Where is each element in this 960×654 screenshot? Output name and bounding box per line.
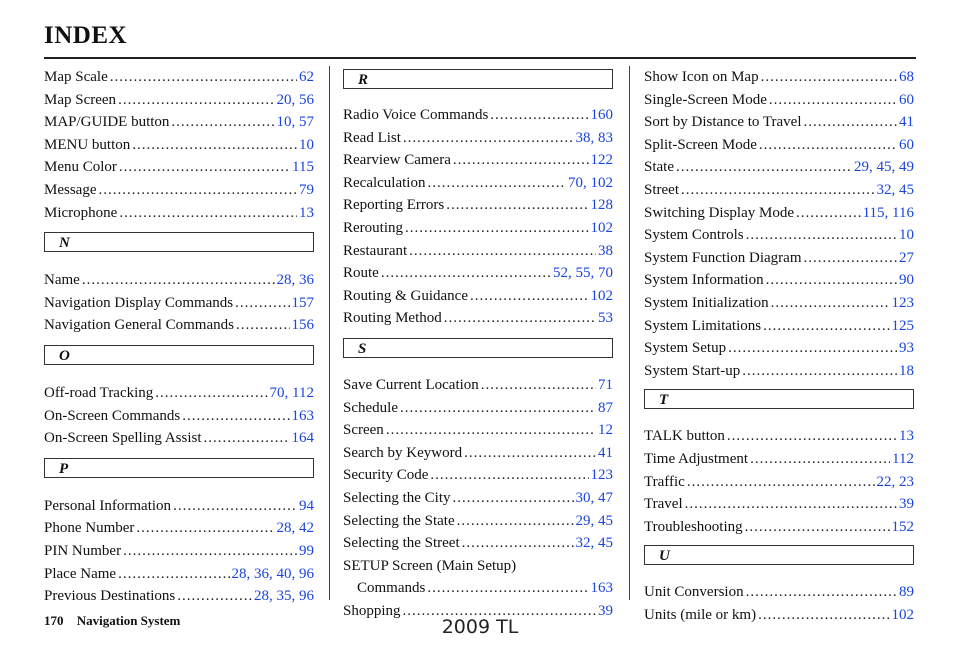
- leader-dots: [82, 269, 275, 292]
- index-term: Routing Method: [343, 310, 442, 327]
- section-letter-o: O: [44, 345, 314, 365]
- leader-dots: [750, 448, 890, 471]
- page-reference[interactable]: 27: [899, 249, 914, 266]
- leader-dots: [771, 292, 890, 315]
- index-entry: [343, 240, 613, 263]
- leader-dots: [119, 156, 290, 179]
- index-entry: [44, 292, 314, 315]
- index-entry: [644, 425, 914, 448]
- index-entry: [343, 510, 613, 533]
- page-reference[interactable]: 10: [899, 227, 914, 244]
- index-term: Name: [44, 272, 80, 289]
- leader-dots: [427, 577, 588, 600]
- index-entry: [44, 134, 314, 157]
- index-term: Shopping: [343, 602, 401, 619]
- index-term: On-Screen Spelling Assist: [44, 430, 202, 447]
- index-entry: [343, 442, 613, 465]
- page-reference[interactable]: 10: [299, 136, 314, 153]
- leader-dots: [727, 425, 897, 448]
- index-entry: [44, 66, 314, 89]
- page-reference[interactable]: 10, 57: [276, 114, 314, 131]
- index-term: Show Icon on Map: [644, 69, 759, 85]
- section-letter-s: S: [343, 338, 613, 358]
- index-entry: [343, 217, 613, 240]
- page-reference[interactable]: 22, 23: [876, 473, 914, 490]
- page-reference[interactable]: 102: [590, 287, 613, 304]
- index-entry: [44, 405, 314, 428]
- page-reference[interactable]: 30, 47: [575, 489, 613, 506]
- index-term: System Function Diagram: [644, 249, 802, 266]
- leader-dots: [118, 563, 229, 586]
- section-letter-p: P: [44, 458, 314, 478]
- page-reference[interactable]: 79: [299, 181, 314, 198]
- leader-dots: [804, 247, 898, 270]
- index-entry: [343, 172, 613, 195]
- page-reference[interactable]: 41: [598, 444, 613, 461]
- index-term: Recalculation: [343, 174, 426, 191]
- leader-dots: [490, 104, 588, 127]
- page-reference[interactable]: 163: [590, 580, 613, 597]
- index-entry: [343, 464, 613, 487]
- index-term: Rerouting: [343, 219, 403, 236]
- index-entry: [644, 269, 914, 292]
- index-term: Navigation Display Commands: [44, 294, 234, 311]
- index-entry: [44, 427, 314, 450]
- index-term: Routing & Guidance: [343, 287, 468, 304]
- page-reference[interactable]: 52, 55, 70: [553, 265, 613, 282]
- index-term: Read List: [343, 129, 401, 146]
- leader-dots: [769, 89, 897, 112]
- leader-dots: [386, 419, 596, 442]
- index-entry: [343, 419, 613, 442]
- index-entry: [343, 262, 613, 285]
- index-entry: [44, 585, 314, 608]
- index-term: Map Scale: [44, 69, 108, 85]
- index-term: Time Adjustment: [644, 450, 749, 467]
- leader-dots: [728, 337, 897, 360]
- page-reference[interactable]: 60: [899, 136, 914, 153]
- index-term: Navigation General Commands: [44, 317, 234, 334]
- leader-dots: [446, 194, 588, 217]
- index-entry: [44, 179, 314, 202]
- index-term: Place Name: [44, 565, 117, 582]
- index-term: System Limitations: [644, 317, 762, 334]
- page-reference[interactable]: 123: [590, 467, 613, 484]
- index-term: Reporting Errors: [343, 197, 445, 214]
- index-term: TALK button: [644, 428, 725, 445]
- index-term: Split-Screen Mode: [644, 136, 757, 153]
- page-reference[interactable]: 70, 112: [269, 384, 314, 401]
- index-entry: [343, 285, 613, 308]
- index-term: Screen: [343, 422, 384, 439]
- watermark: 2009 TL: [441, 616, 519, 638]
- index-term: Map Screen: [44, 91, 117, 108]
- page-reference[interactable]: 156: [291, 317, 314, 334]
- page-reference[interactable]: 28, 36, 40, 96: [231, 565, 314, 582]
- leader-dots: [430, 464, 588, 487]
- leader-dots: [118, 89, 274, 112]
- index-entry: [44, 540, 314, 563]
- page-number: 170: [44, 613, 64, 628]
- index-term: Phone Number: [44, 520, 135, 537]
- leader-dots: [182, 405, 289, 428]
- page-reference[interactable]: 13: [299, 204, 314, 221]
- index-term: Security Code: [343, 467, 429, 484]
- leader-dots: [235, 292, 289, 315]
- index-entry: [343, 397, 613, 420]
- index-entry: [644, 448, 914, 471]
- leader-dots: [759, 134, 897, 157]
- index-term: System Information: [644, 272, 764, 289]
- index-term: Rearview Camera: [343, 152, 451, 169]
- page-reference[interactable]: 160: [590, 107, 613, 123]
- index-entry: [343, 374, 613, 397]
- leader-dots: [796, 202, 861, 225]
- page-reference[interactable]: 115: [292, 159, 314, 176]
- index-term: Off-road Tracking: [44, 384, 154, 401]
- index-term: Menu Color: [44, 159, 117, 176]
- leader-dots: [685, 493, 897, 516]
- section-letter-t: T: [644, 389, 914, 409]
- index-term: Previous Destinations: [44, 588, 176, 605]
- leader-dots: [136, 517, 274, 540]
- leader-dots: [110, 66, 297, 89]
- index-entry: [644, 111, 914, 134]
- page-reference[interactable]: 89: [899, 584, 914, 601]
- leader-dots: [236, 314, 290, 337]
- leader-dots: [681, 179, 875, 202]
- index-term: Switching Display Mode: [644, 204, 794, 221]
- leader-dots: [452, 487, 573, 510]
- leader-dots: [745, 516, 890, 539]
- leader-dots: [464, 442, 596, 465]
- title-rule: [44, 57, 916, 59]
- column-divider: [629, 66, 630, 600]
- leader-dots: [177, 585, 252, 608]
- footer-label: Navigation System: [76, 613, 181, 628]
- leader-dots: [470, 285, 589, 308]
- page-reference[interactable]: 53: [598, 310, 613, 327]
- index-term: Traffic: [644, 473, 685, 490]
- page-reference[interactable]: 62: [299, 69, 314, 85]
- index-entry: [343, 532, 613, 555]
- page-reference[interactable]: 157: [291, 294, 314, 311]
- index-entry: [644, 292, 914, 315]
- index-term: Message: [44, 181, 97, 198]
- index-term: Commands: [357, 580, 426, 597]
- page-reference[interactable]: 39: [598, 602, 613, 619]
- index-term: Sort by Distance to Travel: [644, 114, 802, 131]
- page-reference[interactable]: 152: [891, 518, 914, 535]
- index-entry: [343, 149, 613, 172]
- index-entry: [644, 516, 914, 539]
- page-reference[interactable]: 20, 56: [276, 91, 314, 108]
- index-term: Selecting the State: [343, 512, 455, 529]
- page-reference[interactable]: 38, 83: [575, 129, 613, 146]
- page-reference[interactable]: 28, 36: [276, 272, 314, 289]
- index-entry: [343, 577, 613, 600]
- index-term: MAP/GUIDE button: [44, 114, 170, 131]
- index-entry: [644, 337, 914, 360]
- index-entry: [644, 66, 914, 89]
- page-reference[interactable]: 32, 45: [876, 181, 914, 198]
- page-reference[interactable]: 39: [899, 496, 914, 513]
- page-reference[interactable]: 94: [299, 497, 314, 514]
- index-term: Save Current Location: [343, 376, 479, 393]
- index-column-2: [343, 66, 613, 622]
- index-entry: [343, 127, 613, 150]
- leader-dots: [123, 540, 297, 563]
- leader-dots: [427, 172, 566, 195]
- leader-dots: [132, 134, 297, 157]
- index-entry: [644, 315, 914, 338]
- section-letter-n: N: [44, 232, 314, 252]
- leader-dots: [403, 127, 574, 150]
- index-term: PIN Number: [44, 542, 122, 559]
- leader-dots: [453, 149, 589, 172]
- leader-dots: [173, 495, 297, 518]
- index-term: Single-Screen Mode: [644, 91, 767, 108]
- page-reference[interactable]: 28, 35, 96: [254, 588, 314, 605]
- index-entry: [44, 156, 314, 179]
- page-reference[interactable]: 90: [899, 272, 914, 289]
- index-term: Route: [343, 265, 379, 282]
- index-entry: [644, 224, 914, 247]
- page-reference[interactable]: 93: [899, 340, 914, 357]
- page-reference[interactable]: 41: [899, 114, 914, 131]
- index-entry: [644, 89, 914, 112]
- page-reference[interactable]: 12: [598, 422, 613, 439]
- index-entry: [644, 179, 914, 202]
- page-reference[interactable]: 29, 45, 49: [854, 159, 914, 176]
- leader-dots: [444, 307, 596, 330]
- index-term: Microphone: [44, 204, 118, 221]
- page-reference[interactable]: 122: [590, 152, 613, 169]
- index-column-1: [44, 66, 314, 608]
- index-term: Restaurant: [343, 242, 408, 259]
- page-reference[interactable]: 38: [598, 242, 613, 259]
- leader-dots: [171, 111, 274, 134]
- index-entry: [644, 156, 914, 179]
- page-reference[interactable]: 29, 45: [575, 512, 613, 529]
- index-entry: [44, 314, 314, 337]
- page-reference[interactable]: 128: [590, 197, 613, 214]
- index-entry: [644, 247, 914, 270]
- index-term: System Initialization: [644, 294, 769, 311]
- section-letter-r: R: [343, 69, 613, 89]
- page-reference[interactable]: 13: [899, 428, 914, 445]
- page-reference[interactable]: 164: [291, 430, 314, 447]
- leader-dots: [119, 202, 297, 225]
- page-reference[interactable]: 32, 45: [575, 535, 613, 552]
- index-term: Unit Conversion: [644, 584, 744, 601]
- leader-dots: [481, 374, 596, 397]
- leader-dots: [763, 315, 889, 338]
- page-reference[interactable]: 99: [299, 542, 314, 559]
- index-entry: [44, 269, 314, 292]
- index-entry: [44, 202, 314, 225]
- page-reference[interactable]: 115, 116: [862, 204, 914, 221]
- leader-dots: [742, 360, 897, 383]
- leader-dots: [409, 240, 596, 263]
- page-reference[interactable]: 18: [899, 362, 914, 379]
- index-term: Street: [644, 181, 679, 198]
- leader-dots: [400, 397, 596, 420]
- page-reference[interactable]: 125: [891, 317, 914, 334]
- page-reference[interactable]: 70, 102: [568, 174, 613, 191]
- leader-dots: [676, 156, 852, 179]
- index-term: Radio Voice Commands: [343, 107, 489, 123]
- page-reference[interactable]: 71: [598, 376, 613, 393]
- page-reference[interactable]: 163: [291, 407, 314, 424]
- index-term: Travel: [644, 496, 683, 513]
- page-reference[interactable]: 112: [892, 450, 914, 467]
- index-entry: [644, 134, 914, 157]
- index-term: Troubleshooting: [644, 518, 743, 535]
- page-reference[interactable]: 68: [899, 69, 914, 85]
- index-entry: [44, 563, 314, 586]
- index-term: Selecting the City: [343, 489, 451, 506]
- index-entry: [44, 495, 314, 518]
- page-reference[interactable]: 102: [590, 219, 613, 236]
- index-entry: [44, 382, 314, 405]
- section-letter-u: U: [644, 545, 914, 565]
- index-entry: [343, 194, 613, 217]
- leader-dots: [99, 179, 298, 202]
- page-title: INDEX: [44, 22, 128, 49]
- index-term: Schedule: [343, 399, 398, 416]
- index-entry: [644, 202, 914, 225]
- index-entry: [44, 89, 314, 112]
- leader-dots: [381, 262, 551, 285]
- index-term: System Start-up: [644, 362, 741, 379]
- index-entry: [644, 471, 914, 494]
- index-term: Selecting the Street: [343, 535, 460, 552]
- column-divider: [329, 66, 330, 600]
- leader-dots: [457, 510, 574, 533]
- page-reference[interactable]: 87: [598, 399, 613, 416]
- leader-dots: [204, 427, 290, 450]
- index-term: MENU button: [44, 136, 131, 153]
- leader-dots: [746, 224, 897, 247]
- index-term: Search by Keyword: [343, 444, 463, 461]
- page-reference[interactable]: 123: [891, 294, 914, 311]
- index-entry: [644, 493, 914, 516]
- index-entry: [343, 487, 613, 510]
- index-term: State: [644, 159, 674, 176]
- index-entry: [44, 111, 314, 134]
- leader-dots: [761, 66, 897, 89]
- index-term: System Controls: [644, 227, 744, 244]
- index-entry: [644, 581, 914, 604]
- index-entry: [644, 360, 914, 383]
- leader-dots: [462, 532, 574, 555]
- index-term: On-Screen Commands: [44, 407, 181, 424]
- index-entry: [343, 307, 613, 330]
- index-term: SETUP Screen (Main Setup): [343, 557, 517, 574]
- index-entry: [44, 517, 314, 540]
- leader-dots: [746, 581, 897, 604]
- leader-dots: [687, 471, 875, 494]
- leader-dots: [405, 217, 589, 240]
- page-reference[interactable]: 28, 42: [276, 520, 314, 537]
- leader-dots: [766, 269, 897, 292]
- leader-dots: [155, 382, 267, 405]
- page-reference[interactable]: 60: [899, 91, 914, 108]
- index-entry: [343, 104, 613, 127]
- leader-dots: [804, 111, 898, 134]
- index-term: Units (mile or km): [644, 606, 757, 623]
- page-reference[interactable]: 102: [891, 606, 914, 623]
- index-term: Personal Information: [44, 497, 172, 514]
- index-term: System Setup: [644, 340, 727, 357]
- index-column-3: [644, 66, 914, 626]
